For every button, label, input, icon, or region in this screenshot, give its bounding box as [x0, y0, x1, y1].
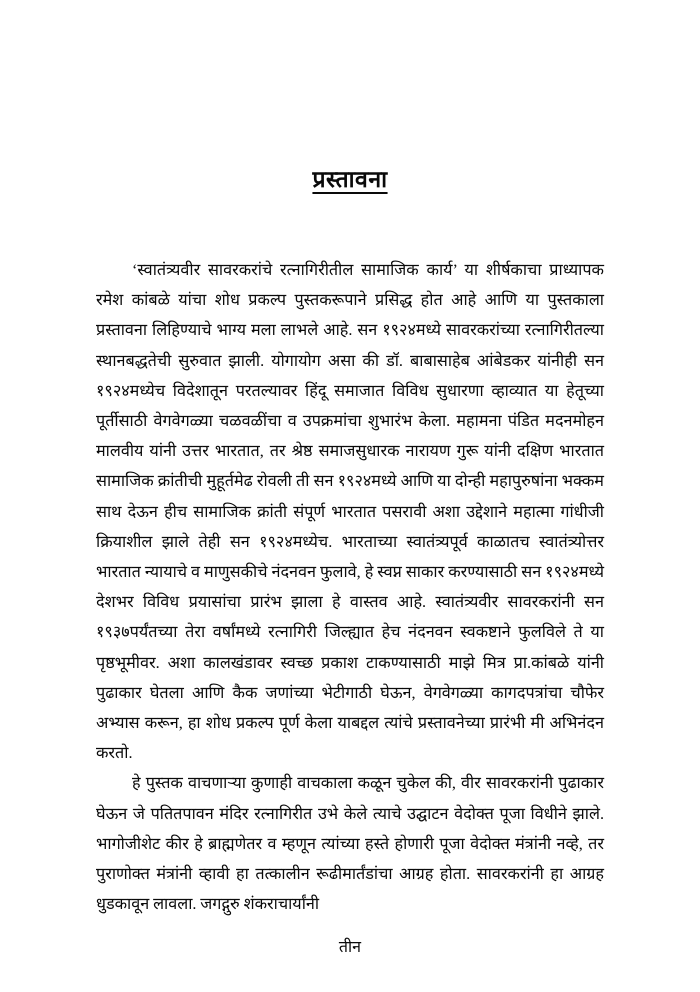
page-title-text: प्रस्तावना [312, 167, 388, 192]
body-text [96, 255, 604, 919]
paragraph-1: ‘स्वातंत्र्यवीर सावरकरांचे रत्नागिरीतील सामाजिक कार्य’ या शीर्षकाचा प्राध्यापक रमेश कांबळे यांचा शोध प्रकल्प पुस्तकरूपाने प्रसिद्ध होत आहे आणि या पुस्तकाला प्रस्तावना लिहिण्याचे भाग्य मला लाभले आहे. सन १९२४मध्ये सावरकरांच्या रत्नागिरीतल्या स्थानबद्धतेची सुरुवात झाली. योगायोग असा की डॉ. बाबासाहेब आंबेडकर यांनीही सन १९२४मध्येच विदेशातून परतल्यावर हिंदू समाजात विविध सुधारणा व्हाव्यात या हेतूच्या पूर्तीसाठी वेगवेगळ्या चळवळींचा व उपक्रमांचा शुभारंभ केला. महामना पंडित मदनमोहन मालवीय यांनी उत्तर भारतात, तर श्रेष्ठ समाजसुधारक नारायण गुरू यांनी दक्षिण भारतात सामाजिक क्रांतीची मुहूर्तमेढ रोवली ती सन १९२४मध्ये आणि या दोन्ही महापुरुषांना भक्कम साथ देऊन हीच सामाजिक क्रांती संपूर्ण भारतात पसरावी अशा उद्देशाने महात्मा गांधीजी क्रियाशील झाले तेही सन १९२४मध्येच. भारताच्या स्वातंत्र्यपूर्व काळातच स्वातंत्र्योत्तर भारतात न्यायाचे व माणुसकीचे नंदनवन फुलावे, हे स्वप्न साकार करण्यासाठी सन १९२४मध्ये देशभर विविध प्रयासांचा प्रारंभ झाला हे वास्तव आहे. स्वातंत्र्यवीर सावरकरांनी सन १९३७पर्यंतच्या तेरा वर्षांमध्ये रत्नागिरी जिल्ह्यात हेच नंदनवन स्वकष्टाने फुलविले ते या पृष्ठभूमीवर. अशा कालखंडावर स्वच्छ प्रकाश टाकण्यासाठी माझे मित्र प्रा.कांबळे यांनी पुढाकार घेतला आणि कैक जणांच्या भेटीगाठी घेऊन, वेगवेगळ्या कागदपत्रांचा चौफेर अभ्यास करून, हा शोध प्रकल्प पूर्ण केला याबद्दल त्यांचे प्रस्तावनेच्या प्रारंभी मी अभिनंदन करतो. [96, 261, 604, 763]
page-number: तीन [338, 939, 362, 956]
paragraph-2: हे पुस्तक वाचणाऱ्या कुणाही वाचकाला कळून चुकेल की, वीर सावरकरांनी पुढाकार घेऊन जे पतितपावन मंदिर रत्नागिरीत उभे केले त्याचे उद्घाटन वेदोक्त पूजा विधीने झाले. भागोजीशेट कीर हे ब्राह्मणेतर व म्हणून त्यांच्या हस्ते होणारी पूजा वेदोक्त मंत्रांनी नव्हे, तर पुराणोक्त मंत्रांनी व्हावी हा तत्कालीन रूढीमार्तंडांचा आग्रह होता. सावरकरांनी हा आग्रह धुडकावून लावला. जगद्गुरु शंकराचार्यांनी [96, 774, 604, 914]
page-title [0, 162, 700, 194]
